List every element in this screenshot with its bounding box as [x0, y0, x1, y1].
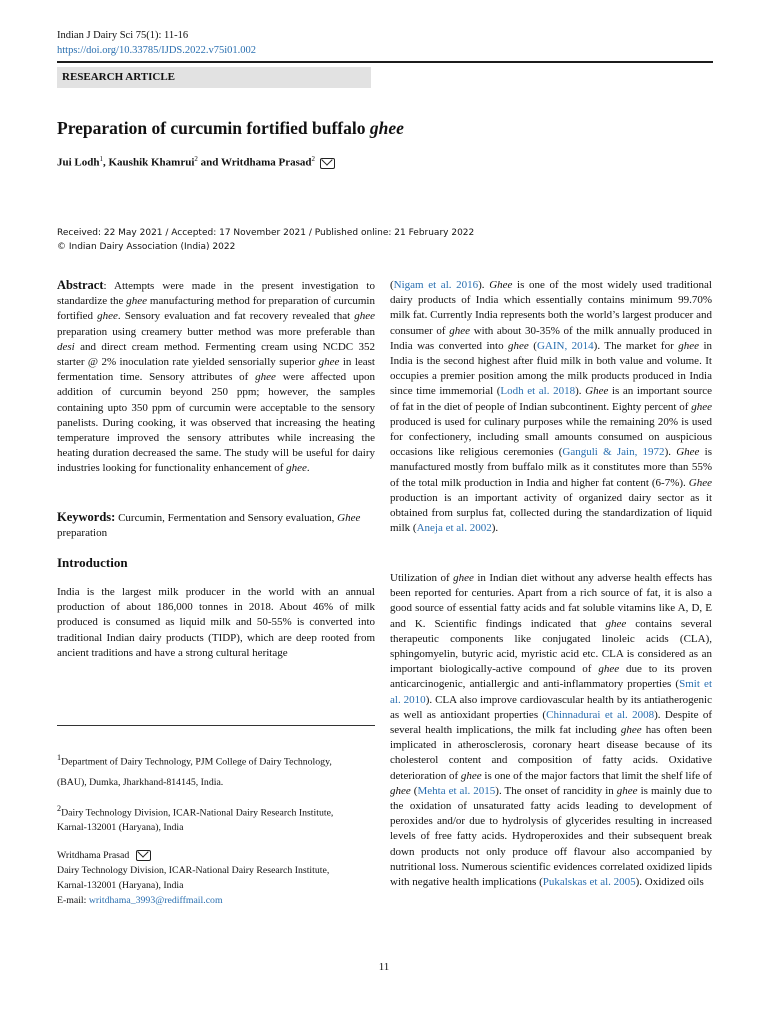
envelope-icon [136, 850, 151, 861]
keywords: Keywords: Curcumin, Fermentation and Sensory evaluation, Ghee preparation [57, 510, 361, 540]
citation-link[interactable]: Pukalskas et al. 2005 [542, 876, 636, 889]
envelope-icon[interactable] [320, 158, 335, 169]
email-link[interactable]: writdhama_3993@rediffmail.com [88, 895, 223, 906]
citation-link[interactable]: Lodh et al. 2018 [500, 385, 576, 398]
citation-link[interactable]: Aneja et al. 2002 [416, 522, 492, 535]
article-type-label: RESEARCH ARTICLE [57, 67, 371, 88]
page-number: 11 [378, 961, 390, 973]
abstract: Abstract: Attempts were made in the present investigation to standardize the ghee manufacturing method for preparation of curcumin fortified ghee. Sensory evaluation and fat recovery revealed that ghee preparation using creamery butter method was more preferable than desi and direct cream method. Fermenting cream using NCDC 352 starter @ 2% inoculation rate yielded sensorially superior ghee in least fermentation time. Sensory attributes of ghee were affected upon addition of curcumin beyond 250 ppm; however, the samples containing upto 350 ppm of curcumin were acceptable to the sensory panelists. During cooking, it was observed that increasing the heating temperature improved the sensory attributes while increasing the heating duration decreased the same. The study will be useful for dairy industries looking for functionality enhancement of ghee. [57, 278, 375, 475]
affiliation-1: $^1$Department of Dairy Technology, PJM College of Dairy Technology, (BAU), Dumka, Jharkhand-814145, India. [57, 753, 332, 789]
journal-citation: Indian J Dairy Sci 75(1): 11-16 [57, 30, 189, 41]
author-name: Writdhama Prasad [220, 156, 312, 169]
author-name: Jui Lodh [57, 156, 100, 169]
affiliation-2: $^2$Dairy Technology Division, ICAR-National Dairy Research Institute, Karnal-132001 (Haryana), India [57, 804, 334, 834]
header-rule [57, 61, 713, 63]
citation-link[interactable]: GAIN, 2014 [536, 339, 594, 352]
introduction-heading: Introduction [57, 555, 128, 570]
citation-link[interactable]: Smit et al. 2010 [390, 678, 713, 706]
corresponding-author: Writdhama Prasad Dairy Technology Division, ICAR-National Dairy Research Institute, Karnal-132001 (Haryana), India E-mail: writdhama_3993@rediffmail.com [57, 850, 330, 906]
doi-link[interactable]: https://doi.org/10.33785/IJDS.2022.v75i01.002 [57, 45, 257, 56]
article-title: Preparation of curcumin fortified buffalo ghee [57, 118, 404, 138]
author-name: Kaushik Khamrui [108, 156, 195, 169]
introduction-paragraph: India is the largest milk producer in the world with an annual production of about 186,000 tonnes in 2018. About 46% of milk produced is consumed as liquid milk and 50-55% is converted into traditional Indian dairy products (TIDP), which are deep rooted from ancient traditions and have a strong cultural heritage [57, 586, 375, 659]
right-paragraph-1: (Nigam et al. 2016). Ghee is one of the most widely used traditional dairy products of India which essentially contains minimum 99.70% milk fat. Currently India represents both the world’s largest producer and consumer of ghee with about 30-35% of the milk annually produced in India was converted into ghee (GAIN, 2014). The market for ghee in India is the second highest after fluid milk in both value and volume. It occupies a premier position among the milk products produced in India since time immemorial (Lodh et al. 2018). Ghee is an important source of fat in the diet of people of Indian subcontinent. Eighty percent of ghee produced is used for culinary purposes while the remaining 20% is used for confectionery, including small amounts consumed on auspicious occasions like religious ceremonies (Ganguli & Jain, 1972). Ghee is manufactured mostly from buffalo milk as it constitutes more than 55% of the total milk production in India and higher fat content (6-7%). Ghee production is an important activity of organized dairy sector as it obtained from surplus fat, collected during the standardization of liquid milk (Aneja et al. 2002). [390, 279, 713, 535]
copyright: © Indian Dairy Association (India) 2022 [57, 242, 236, 252]
author-list: Jui Lodh$^1$, Kaushik Khamrui$^2$ and Writdhama Prasad$^2$ [57, 155, 335, 169]
citation-link[interactable]: Mehta et al. 2015 [417, 784, 496, 797]
citation-link[interactable]: Nigam et al. 2016 [393, 279, 479, 291]
citation-link[interactable]: Ganguli & Jain, 1972 [562, 446, 665, 459]
right-paragraph-2: Utilization of ghee in Indian diet without any adverse health effects has been reported for centuries. Apart from a rich source of fat, it is also a good source of essential fatty acids and fat soluble vitamins like A, D, E and K. Scientific findings indicated that ghee contains several therapeutic components like conjugated linoleic acids (CLA), sphingomyelin, butyric acid, myristic acid etc. CLA is considered as an important biologically-active compound of ghee due to its proven anticarcinogenic, antiallergic and anti-inflammatory properties (Smit et al. 2010). CLA also improve cardiovascular health by its antiatherogenic as well as antioxidant properties (Chinnadurai et al. 2008). Despite of several health implications, the milk fat including ghee has often been implicated in atherosclerosis, coronary heart disease because of its cholesterol content and composition of fatty acids. Oxidative deterioration of ghee is one of the major factors that limit the shelf life of ghee (Mehta et al. 2015). The onset of rancidity in ghee is mainly due to the oxidation of unsaturated fatty acids leading to development of peroxides and/or due to hydrolysis of glycerides resulting in increased levels of free fatty acids. Hydroperoxides and their subsequent break down products not only produce off flavour also accompanied by nutritional loss. Numerous scientific evidences correlated oxidized lipids with negative health implications (Pukalskas et al. 2005). Oxidized oils [390, 572, 713, 889]
footnote-rule [57, 725, 375, 726]
publication-dates: Received: 22 May 2021 / Accepted: 17 November 2021 / Published online: 21 February 2022 © Indian Dairy Association (India) 2022 [57, 228, 475, 252]
journal-header [57, 28, 256, 58]
citation-link[interactable]: Chinnadurai et al. 2008 [546, 708, 655, 721]
